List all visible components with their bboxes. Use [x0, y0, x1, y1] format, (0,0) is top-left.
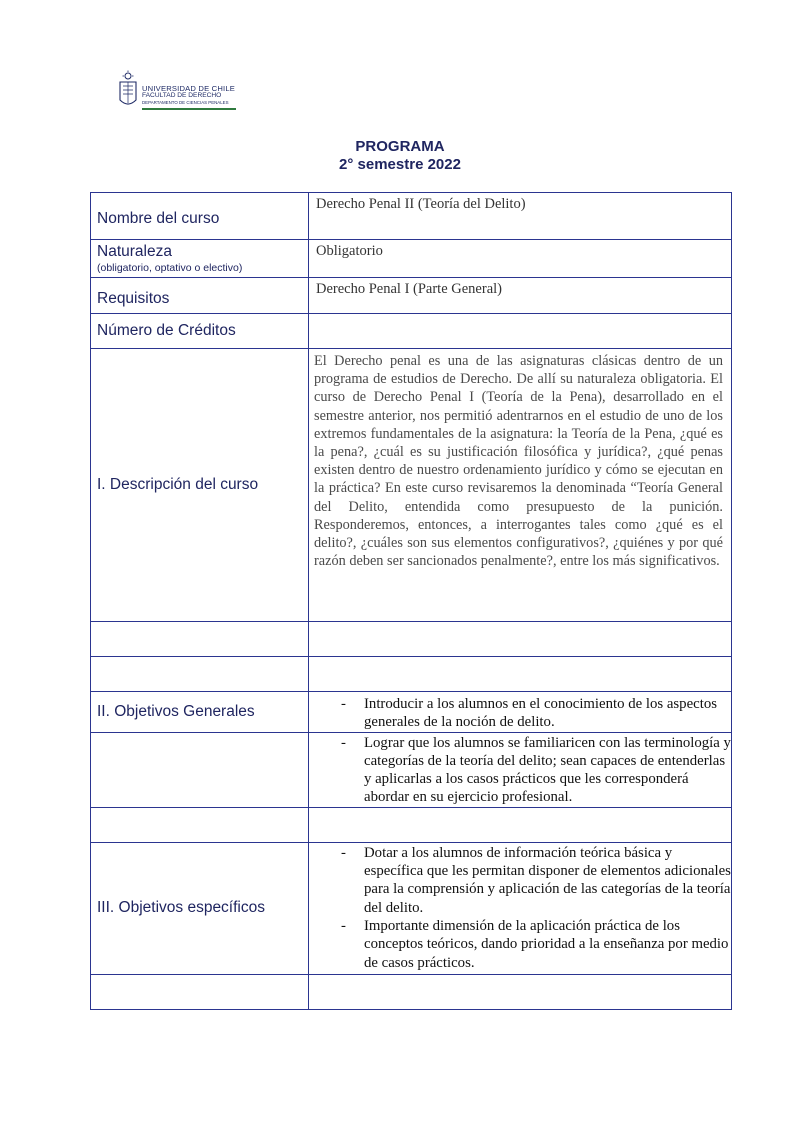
row-empty [91, 807, 732, 842]
empty-cell [309, 657, 732, 692]
specific-objectives-list [309, 844, 731, 972]
page-title: PROGRAMA [355, 138, 445, 155]
description-text: El Derecho penal es una de las asignaturas clásicas dentro de un programa de estudios de Derecho. De allí su naturaleza obligatoria. El curso de Derecho Penal I (Teoría de la Pena), desarrollado en el semestre anterior, nos permitió adentrarnos en el estudio de uno de los extremos fundamentales de la asignatura: la Teoría de la Pena, ¿qué es la pena?, ¿cuál es su justificación filosófica y jurídica?, ¿qué penas existen dentro de nuestro ordenamiento jurídico y cómo se ejecutan en la práctica? En este curso revisaremos la denominada “Teoría General del Delito, entendida como presupuesto de la punición. Responderemos, entonces, a interrogantes tales como ¿qué es el delito?, ¿cuáles son sus elementos configurativos?, ¿quiénes y por qué razón deben ser sancionados penalmente?, entre los más significativos. [309, 349, 732, 622]
requirements-label: Requisitos [91, 278, 309, 314]
specific-objectives-cell [309, 842, 732, 974]
empty-cell [91, 974, 309, 1009]
university-logo [117, 70, 242, 114]
row-general-objectives-cont [91, 732, 732, 807]
description-label: I. Descripción del curso [91, 349, 309, 622]
general-objective-cell [309, 692, 732, 733]
empty-cell [91, 732, 309, 807]
general-objectives-list [309, 695, 731, 732]
logo-faculty-name: FACULTAD DE DERECHO [142, 92, 222, 99]
general-objective-cell [309, 732, 732, 807]
logo-department-name: DEPARTAMENTO DE CIENCIAS PENALES [142, 100, 229, 105]
empty-cell [309, 974, 732, 1009]
row-empty [91, 657, 732, 692]
row-credits [91, 314, 732, 349]
semester-subtitle: 2° semestre 2022 [339, 156, 461, 173]
credits-label: Número de Créditos [91, 314, 309, 349]
empty-cell [309, 807, 732, 842]
general-objectives-list [309, 734, 731, 807]
row-course-name [91, 193, 732, 240]
row-general-objectives [91, 692, 732, 733]
nature-value: Obligatorio [309, 240, 732, 278]
empty-cell [91, 657, 309, 692]
course-name-label: Nombre del curso [91, 193, 309, 240]
empty-cell [91, 807, 309, 842]
row-specific-objectives [91, 842, 732, 974]
general-objectives-label: II. Objetivos Generales [91, 692, 309, 733]
empty-cell [309, 622, 732, 657]
credits-value [309, 314, 732, 349]
nature-label: Naturaleza (obligatorio, optativo o electivo) [91, 240, 309, 278]
empty-cell [91, 622, 309, 657]
requirements-value: Derecho Penal I (Parte General) [309, 278, 732, 314]
row-nature [91, 240, 732, 278]
nature-hint: (obligatorio, optativo o electivo) [97, 262, 243, 274]
program-table [90, 192, 732, 1010]
list-item: - Lograr que los alumnos se familiaricen con las terminología y categorías de la teoría del delito; sean capaces de entenderlas y aplicarlas a los casos prácticos que les corresponderá abordar en su ejercicio profesional. [309, 734, 731, 807]
logo-university-name: UNIVERSIDAD DE CHILE [142, 84, 236, 93]
list-item: - Introducir a los alumnos en el conocimiento de los aspectos generales de la noción de delito. [309, 695, 731, 732]
logo-accent-bar [142, 108, 236, 110]
row-description [91, 349, 732, 622]
university-seal-icon [117, 70, 139, 110]
list-item: - Dotar a los alumnos de información teórica básica y específica que les permitan disponer de elementos adicionales para la comprensión y aplicación de las categorías de la teoría del delito. [309, 844, 731, 917]
row-empty [91, 974, 732, 1009]
specific-objectives-label: III. Objetivos específicos [91, 842, 309, 974]
row-requirements [91, 278, 732, 314]
list-item: - Importante dimensión de la aplicación práctica de los conceptos teóricos, dando prioridad a la enseñanza por medio de casos prácticos. [309, 917, 731, 972]
row-empty [91, 622, 732, 657]
course-name-value: Derecho Penal II (Teoría del Delito) [309, 193, 732, 240]
